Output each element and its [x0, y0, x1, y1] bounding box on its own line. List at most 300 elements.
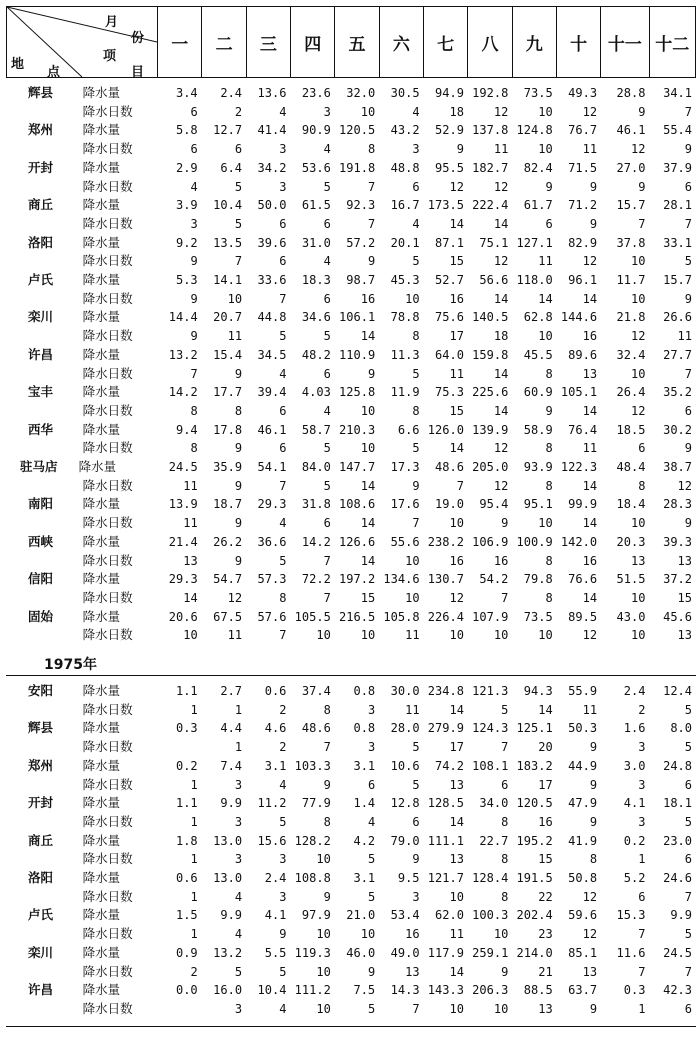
- precip-value: 37.2: [663, 572, 692, 587]
- days-value: 11: [582, 702, 598, 717]
- days-value: 7: [501, 590, 509, 605]
- station-days-row: [6, 140, 696, 159]
- precip-value: 89.5: [568, 609, 598, 624]
- days-value: 10: [538, 516, 553, 531]
- days-value: 7: [456, 478, 464, 493]
- item-label-precip: 降水量: [82, 832, 121, 848]
- days-value: 12: [677, 478, 692, 493]
- precip-value: 78.8: [390, 310, 420, 325]
- days-value: 3: [234, 814, 243, 829]
- precip-value: 140.5: [472, 310, 509, 325]
- precip-value: 234.8: [427, 684, 464, 698]
- precip-value: 195.2: [516, 833, 553, 848]
- station-days-row: [6, 701, 696, 720]
- precip-value: 20.7: [213, 310, 243, 325]
- month-header: 十一: [601, 7, 649, 78]
- precip-value: 37.9: [663, 160, 692, 175]
- station-name: 洛阳: [28, 234, 54, 250]
- days-value: 16: [582, 329, 598, 344]
- item-label-days: 降水日数: [82, 589, 133, 605]
- days-value: 6: [638, 889, 646, 904]
- precip-value: 95.4: [479, 497, 509, 512]
- days-value: 10: [631, 590, 646, 605]
- station-precip-row: [6, 271, 696, 290]
- item-label-precip: 降水量: [82, 197, 121, 213]
- precip-value: 95.5: [435, 160, 464, 175]
- precip-value: 1.1: [175, 796, 198, 811]
- precip-value: 30.0: [390, 684, 420, 698]
- precip-value: 139.9: [472, 422, 509, 437]
- precip-value: 62.8: [523, 310, 553, 325]
- precip-value: 28.8: [616, 86, 646, 100]
- days-value: 13: [449, 777, 464, 792]
- precip-value: 45.3: [390, 273, 420, 288]
- precip-value: 60.9: [523, 385, 553, 400]
- days-value: 7: [684, 104, 692, 119]
- precip-value: 20.6: [168, 609, 198, 624]
- precip-value: 14.4: [168, 310, 198, 325]
- precip-value: 75.1: [479, 235, 509, 250]
- days-value: 11: [405, 628, 420, 643]
- days-value: 9: [367, 964, 376, 979]
- item-label-precip: 降水量: [82, 757, 121, 773]
- precip-value: 18.3: [301, 273, 331, 288]
- days-value: 7: [638, 927, 646, 942]
- station-name: 安阳: [28, 683, 54, 698]
- station-name: 郑州: [28, 122, 54, 138]
- item-label-precip: 降水量: [82, 272, 121, 288]
- days-value: 15: [677, 590, 692, 605]
- item-label-days: 降水日数: [82, 365, 133, 381]
- item-label-days: 降水日数: [82, 813, 133, 829]
- days-value: 9: [190, 291, 198, 306]
- precip-value: 14.1: [213, 273, 243, 288]
- precip-value: 14.3: [390, 983, 420, 998]
- station-precip-row: [6, 719, 696, 738]
- station-days-row: [6, 963, 696, 982]
- days-value: 6: [323, 516, 331, 531]
- days-value: 9: [367, 254, 376, 269]
- days-value: 17: [538, 777, 553, 792]
- corner-label-place-2: 点: [47, 65, 61, 80]
- days-value: 13: [538, 1001, 553, 1016]
- precip-value: 21.0: [346, 908, 376, 923]
- days-value: 5: [323, 478, 331, 493]
- precip-value: 103.3: [294, 758, 331, 773]
- days-value: 11: [538, 254, 553, 269]
- station-precip-row: [6, 869, 696, 888]
- days-value: 9: [279, 927, 287, 942]
- corner-label-item-2: 目: [131, 65, 145, 80]
- precip-value: 11.2: [257, 796, 287, 811]
- item-label-precip: 降水量: [82, 907, 121, 923]
- days-value: 5: [412, 740, 420, 755]
- precip-value: 79.8: [523, 572, 553, 587]
- days-value: 11: [227, 628, 243, 643]
- precip-value: 39.6: [257, 235, 287, 250]
- item-label-precip: 降水量: [82, 982, 121, 998]
- precip-value: 82.4: [523, 160, 553, 175]
- precip-value: 64.0: [435, 347, 464, 362]
- days-value: 12: [493, 478, 509, 493]
- precip-value: 17.8: [213, 422, 243, 437]
- precip-value: 49.3: [568, 86, 598, 100]
- station-days-row: [6, 327, 696, 346]
- station-name: 许昌: [28, 346, 54, 362]
- item-label-precip: 降水量: [82, 384, 121, 400]
- precip-value: 17.6: [390, 497, 420, 512]
- item-label-precip: 降水量: [82, 234, 121, 250]
- days-value: 6: [684, 1001, 692, 1016]
- precip-value: 33.1: [663, 235, 692, 250]
- precip-value: 99.9: [568, 497, 598, 512]
- station-name: 开封: [28, 159, 54, 175]
- days-value: 16: [449, 291, 464, 306]
- days-value: 7: [323, 740, 331, 755]
- precip-value: 37.8: [616, 235, 646, 250]
- precip-value: 105.1: [560, 385, 598, 400]
- station-name-blank: [6, 850, 79, 869]
- precip-value: 54.1: [257, 460, 287, 475]
- precip-value: 48.6: [435, 460, 464, 475]
- month-header: 十二: [649, 7, 695, 78]
- item-label-days: 降水日数: [82, 253, 133, 269]
- precip-value: 85.1: [568, 945, 598, 960]
- precip-value: 279.9: [427, 721, 464, 736]
- days-value: 6: [190, 142, 198, 157]
- days-value: 14: [493, 366, 509, 381]
- days-value: 10: [360, 403, 376, 418]
- precip-value: 44.9: [568, 758, 598, 773]
- precip-value: 89.6: [568, 347, 598, 362]
- item-label-precip: 降水量: [82, 122, 121, 138]
- precip-value: 5.5: [264, 945, 287, 960]
- days-value: 10: [449, 889, 464, 904]
- days-value: 13: [183, 553, 198, 568]
- days-value: 8: [323, 702, 331, 717]
- precip-value: 32.4: [616, 347, 646, 362]
- station-name-blank: [6, 552, 79, 571]
- days-value: 8: [638, 478, 646, 493]
- station-name-blank: [6, 701, 79, 720]
- precip-value: 31.8: [301, 497, 331, 512]
- days-value: 6: [684, 852, 692, 867]
- precip-value: 57.3: [257, 572, 287, 587]
- precip-value: 4.2: [353, 833, 376, 848]
- days-value: 5: [367, 852, 376, 867]
- station-name-blank: [6, 290, 79, 309]
- days-value: 2: [279, 740, 287, 755]
- item-label-precip: 降水量: [82, 85, 121, 100]
- days-value: 15: [449, 403, 464, 418]
- days-value: 8: [323, 814, 331, 829]
- precip-value: 45.6: [663, 609, 692, 624]
- station-precip-row: [6, 121, 696, 140]
- precip-value: 77.9: [301, 796, 331, 811]
- precip-value: 130.7: [427, 572, 464, 587]
- days-value: 6: [684, 403, 692, 418]
- data-table-section-1: [6, 84, 696, 645]
- precip-value: 1.4: [353, 796, 376, 811]
- precip-value: 48.8: [390, 160, 420, 175]
- days-value: 14: [183, 590, 198, 605]
- days-value: 5: [367, 889, 376, 904]
- item-label-precip: 降水量: [82, 309, 121, 325]
- days-value: 13: [582, 964, 598, 979]
- month-header: 九: [512, 7, 556, 78]
- station-precip-row: [6, 84, 696, 103]
- station-precip-row: [6, 196, 696, 215]
- days-value: 3: [190, 216, 198, 231]
- precip-value: 191.5: [516, 871, 553, 886]
- days-value: 3: [638, 777, 646, 792]
- days-value: 8: [545, 590, 553, 605]
- station-name-blank: [6, 626, 79, 645]
- precip-value: 4.03: [301, 385, 331, 400]
- precip-value: 16.0: [213, 983, 243, 998]
- precip-value: 72.2: [301, 572, 331, 587]
- days-value: 8: [412, 329, 420, 344]
- precip-value: 97.9: [301, 908, 331, 923]
- days-value: 10: [449, 628, 464, 643]
- days-value: 4: [279, 516, 287, 531]
- days-value: 5: [684, 702, 692, 717]
- days-value: 13: [677, 628, 692, 643]
- precip-value: 119.3: [294, 945, 331, 960]
- days-value: 6: [323, 216, 331, 231]
- days-value: 4: [323, 403, 331, 418]
- days-value: 11: [449, 366, 464, 381]
- precip-value: 23.6: [301, 86, 331, 100]
- precip-value: 41.4: [257, 123, 287, 138]
- days-value: 7: [234, 254, 243, 269]
- precip-value: 90.9: [301, 123, 331, 138]
- days-value: 9: [323, 889, 331, 904]
- days-value: 1: [190, 852, 198, 867]
- days-value: 10: [631, 291, 646, 306]
- days-value: 11: [183, 516, 198, 531]
- precip-value: 183.2: [516, 758, 553, 773]
- days-value: 8: [234, 403, 243, 418]
- corner-label-place-1: 地: [11, 57, 25, 72]
- days-value: 9: [589, 1001, 598, 1016]
- station-name-blank: [6, 215, 79, 234]
- days-value: 7: [501, 740, 509, 755]
- days-value: 7: [323, 590, 331, 605]
- station-name-blank: [6, 963, 79, 982]
- days-value: 5: [412, 777, 420, 792]
- days-value: 3: [412, 142, 420, 157]
- days-value: 11: [449, 927, 464, 942]
- precip-value: 48.4: [616, 460, 646, 475]
- precip-value: 3.4: [175, 86, 198, 100]
- precip-value: 48.6: [301, 721, 331, 736]
- station-name: 辉县: [28, 85, 54, 100]
- precip-value: 27.7: [663, 347, 692, 362]
- days-value: 5: [412, 366, 420, 381]
- precip-value: 53.6: [301, 160, 331, 175]
- precip-value: 128.5: [427, 796, 464, 811]
- month-header: 十: [556, 7, 600, 78]
- days-value: 9: [367, 366, 376, 381]
- days-value: 14: [493, 216, 509, 231]
- precip-value: 12.4: [663, 684, 692, 698]
- precip-value: 63.7: [568, 983, 598, 998]
- days-value: 5: [684, 740, 692, 755]
- precip-value: 13.6: [257, 86, 287, 100]
- days-value: 20: [538, 740, 553, 755]
- station-name: 卢氏: [28, 907, 54, 923]
- days-value: 13: [449, 852, 464, 867]
- days-value: 8: [190, 403, 198, 418]
- precip-value: 73.5: [523, 609, 553, 624]
- days-value: 3: [367, 740, 376, 755]
- precip-value: 13.2: [168, 347, 198, 362]
- item-label-days: 降水日数: [82, 477, 133, 493]
- days-value: 18: [493, 329, 509, 344]
- precip-value: 55.9: [568, 684, 598, 698]
- precip-value: 55.4: [663, 123, 692, 138]
- precip-value: 46.1: [257, 422, 287, 437]
- days-value: 9: [589, 179, 598, 194]
- days-value: 12: [227, 590, 243, 605]
- station-name: 西华: [28, 421, 54, 437]
- days-value: 12: [493, 441, 509, 456]
- precip-value: 0.8: [353, 684, 376, 698]
- days-value: 13: [677, 553, 692, 568]
- precip-value: 54.2: [479, 572, 509, 587]
- precip-value: 30.5: [390, 86, 420, 100]
- days-value: 4: [190, 179, 198, 194]
- days-value: 9: [501, 964, 509, 979]
- precip-value: 13.0: [213, 871, 243, 886]
- item-label-precip: 降水量: [82, 496, 121, 512]
- precip-value: 15.7: [663, 273, 692, 288]
- item-label-days: 降水日数: [82, 515, 133, 531]
- days-value: 1: [638, 852, 646, 867]
- days-value: 17: [449, 329, 464, 344]
- precip-value: 142.0: [560, 534, 598, 549]
- corner-label-month-1: 月: [105, 15, 119, 30]
- item-label-days: 降水日数: [82, 926, 133, 942]
- days-value: 1: [234, 740, 243, 755]
- days-value: 9: [589, 216, 598, 231]
- days-value: 7: [638, 964, 646, 979]
- precip-value: 24.6: [663, 871, 692, 886]
- days-value: 9: [589, 814, 598, 829]
- precip-value: 21.8: [616, 310, 646, 325]
- precip-value: 2.4: [623, 684, 646, 698]
- precip-value: 108.6: [339, 497, 376, 512]
- days-value: 1: [190, 927, 198, 942]
- precip-value: 59.6: [568, 908, 598, 923]
- days-value: 3: [638, 814, 646, 829]
- days-value: 8: [545, 553, 553, 568]
- precip-value: 182.7: [472, 160, 509, 175]
- precip-value: 3.0: [623, 758, 646, 773]
- precip-value: 210.3: [339, 422, 376, 437]
- days-value: 14: [582, 291, 598, 306]
- station-name: 宝丰: [28, 384, 54, 400]
- precip-value: 31.0: [301, 235, 331, 250]
- precip-value: 127.1: [516, 235, 553, 250]
- precip-value: 44.8: [257, 310, 287, 325]
- precip-value: 50.3: [568, 721, 598, 736]
- station-name: 固始: [28, 608, 54, 624]
- precip-value: 84.0: [301, 460, 331, 475]
- days-value: 1: [638, 1001, 646, 1016]
- days-value: 10: [316, 852, 331, 867]
- precip-value: 73.5: [523, 86, 553, 100]
- precip-value: 121.7: [427, 871, 464, 886]
- precip-value: 26.2: [213, 534, 243, 549]
- days-value: 7: [638, 216, 646, 231]
- precip-value: 45.5: [523, 347, 553, 362]
- precip-value: 2.7: [220, 684, 243, 698]
- precip-value: 17.3: [390, 460, 420, 475]
- station-name: 洛阳: [28, 870, 54, 886]
- days-value: 16: [493, 553, 509, 568]
- corner-label-item-1: 项: [103, 49, 117, 64]
- station-days-row: [6, 178, 696, 197]
- station-name-blank: [6, 813, 79, 832]
- precip-value: 0.8: [353, 721, 376, 736]
- precip-value: 0.2: [623, 833, 646, 848]
- precip-value: 52.7: [435, 273, 464, 288]
- precip-value: 100.3: [472, 908, 509, 923]
- precip-value: 197.2: [339, 572, 376, 587]
- precip-value: 57.6: [257, 609, 287, 624]
- precip-value: 39.4: [257, 385, 287, 400]
- item-label-precip: 降水量: [82, 870, 121, 886]
- precip-value: 76.6: [568, 572, 598, 587]
- item-label-days: 降水日数: [82, 776, 133, 792]
- precip-value: 238.2: [427, 534, 464, 549]
- days-value: 12: [631, 403, 646, 418]
- precip-value: 216.5: [339, 609, 376, 624]
- precip-value: 5.2: [623, 871, 646, 886]
- days-value: 7: [684, 889, 692, 904]
- days-value: 11: [677, 329, 692, 344]
- item-label-days: 降水日数: [82, 440, 133, 456]
- days-value: 9: [638, 104, 646, 119]
- days-value: 5: [323, 179, 331, 194]
- item-label-days: 降水日数: [82, 1000, 133, 1016]
- days-value: 10: [449, 1001, 464, 1016]
- precip-value: 0.9: [175, 945, 198, 960]
- station-days-row: [6, 925, 696, 944]
- precip-value: 15.6: [257, 833, 287, 848]
- days-value: 9: [234, 516, 243, 531]
- precip-value: 12.8: [390, 796, 420, 811]
- precip-value: 205.0: [472, 460, 509, 475]
- days-value: 7: [412, 1001, 420, 1016]
- precip-value: 1.5: [175, 908, 198, 923]
- days-value: 12: [631, 329, 646, 344]
- precip-value: 13.2: [213, 945, 243, 960]
- precip-value: 105.8: [383, 609, 420, 624]
- days-value: 17: [449, 740, 464, 755]
- days-value: 10: [316, 628, 331, 643]
- precip-value: 7.4: [220, 758, 243, 773]
- station-precip-row: [6, 794, 696, 813]
- precip-value: 17.7: [213, 385, 243, 400]
- precip-value: 11.7: [616, 273, 646, 288]
- station-name-blank: [6, 178, 79, 197]
- days-value: 14: [493, 291, 509, 306]
- days-value: 9: [234, 478, 243, 493]
- station-precip-row: [6, 981, 696, 1000]
